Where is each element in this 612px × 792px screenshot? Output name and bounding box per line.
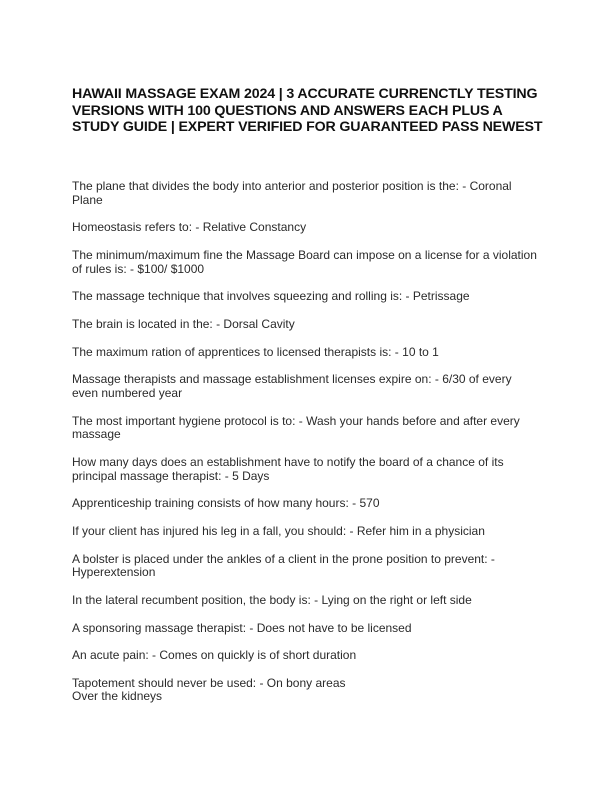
qa-item: A bolster is placed under the ankles of a client in the prone position to prevent: - Hyperextension [72, 551, 495, 580]
qa-item: If your client has injured his leg in a fall, you should: - Refer him in a physician [72, 523, 485, 538]
qa-item: The maximum ration of apprentices to licensed therapists is: - 10 to 1 [72, 344, 439, 359]
question-answer-list [72, 180, 542, 718]
qa-item: Apprenticeship training consists of how many hours: - 570 [72, 496, 380, 511]
qa-item: How many days does an establishment have to notify the board of a chance of its principal massage therapist: - 5 Days [72, 454, 504, 483]
qa-item: Tapotement should never be used: - On bony areas Over the kidneys [72, 675, 346, 704]
qa-item: The minimum/maximum fine the Massage Board can impose on a license for a violation of rules is: - $100/ $1000 [72, 247, 537, 276]
document-title: HAWAII MASSAGE EXAM 2024 | 3 ACCURATE CURRENCTLY TESTING VERSIONS WITH 100 QUESTIONS AND ANSWERS EACH PLUS A STUDY GUIDE | EXPERT VERIFIED FOR GUARANTEED PASS NEWEST [72, 86, 543, 135]
qa-item: Massage therapists and massage establishment licenses expire on: - 6/30 of every even numbered year [72, 372, 512, 400]
qa-item: The brain is located in the: - Dorsal Cavity [72, 316, 295, 331]
qa-item: Homeostasis refers to: - Relative Constancy [72, 220, 307, 235]
qa-item: The massage technique that involves squeezing and rolling is: - Petrissage [72, 289, 470, 304]
qa-item: The plane that divides the body into anterior and posterior position is the: - Coronal Plane [72, 179, 512, 207]
qa-item: In the lateral recumbent position, the body is: - Lying on the right or left side [72, 592, 472, 607]
qa-item: An acute pain: - Comes on quickly is of short duration [72, 648, 357, 663]
qa-item: A sponsoring massage therapist: - Does not have to be licensed [72, 620, 412, 635]
qa-item: The most important hygiene protocol is to: - Wash your hands before and after every massage [72, 413, 520, 442]
